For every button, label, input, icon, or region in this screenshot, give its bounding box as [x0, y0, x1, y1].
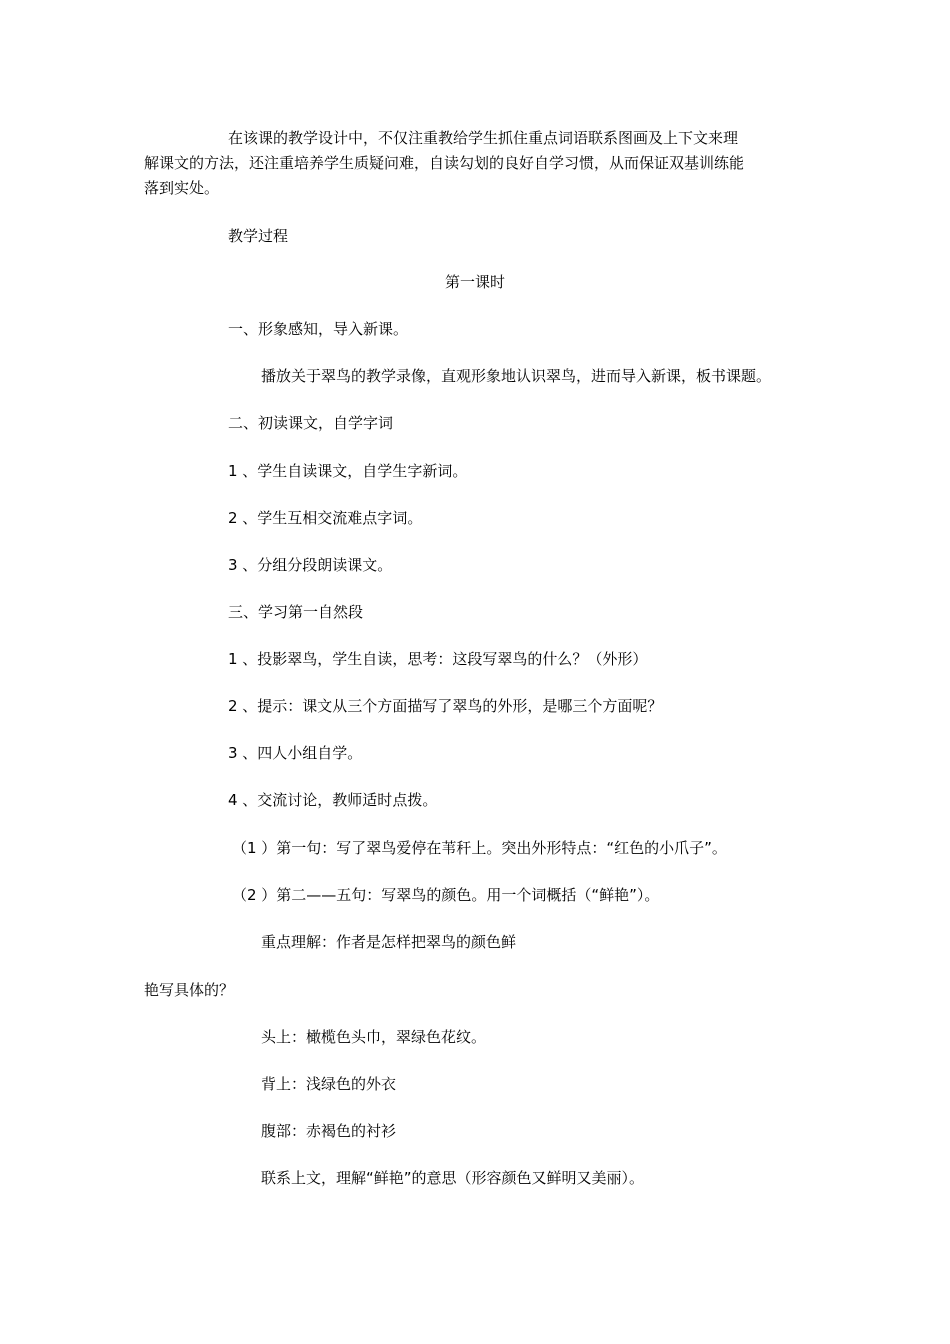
section-1-text: 播放关于翠鸟的教学录像，直观形象地认识翠鸟，进而导入新课，板书课题。 [261, 367, 772, 385]
head-description: 头上：橄榄色头巾，翠绿色花纹。 [261, 1028, 487, 1046]
sub-point-2: （2 ）第二——五句：写翠鸟的颜色。用一个词概括（“鲜艳”）。 [232, 886, 660, 904]
key-understanding-line-2: 艳写具体的？ [144, 981, 235, 999]
back-description: 背上：浅绿色的外衣 [261, 1075, 397, 1093]
section-2-heading: 二、初读课文，自学字词 [228, 414, 394, 432]
section-3-item-4: 4 、交流讨论，教师适时点拨。 [228, 791, 438, 809]
process-heading: 教学过程 [228, 227, 289, 245]
section-2-item-2: 2 、学生互相交流难点字词。 [228, 509, 423, 527]
section-1-heading: 一、形象感知，导入新课。 [228, 320, 409, 338]
section-3-heading: 三、学习第一自然段 [228, 603, 364, 621]
sub-point-1: （1 ）第一句：写了翠鸟爱停在苇秆上。突出外形特点：“红色的小爪子”。 [232, 839, 727, 857]
section-3-item-3: 3 、四人小组自学。 [228, 744, 363, 762]
section-3-item-2: 2 、提示：课文从三个方面描写了翠鸟的外形，是哪三个方面呢？ [228, 697, 663, 715]
lesson-title: 第一课时 [445, 273, 506, 291]
connect-context-note: 联系上文，理解“鲜艳”的意思（形容颜色又鲜明又美丽）。 [261, 1169, 645, 1187]
section-2-item-3: 3 、分组分段朗读课文。 [228, 556, 393, 574]
section-2-item-1: 1 、学生自读课文，自学生字新词。 [228, 462, 468, 480]
key-understanding-line-1: 重点理解：作者是怎样把翠鸟的颜色鲜 [261, 933, 517, 951]
section-3-item-1: 1 、投影翠鸟，学生自读，思考：这段写翠鸟的什么？（外形） [228, 650, 648, 668]
belly-description: 腹部：赤褐色的衬衫 [261, 1122, 397, 1140]
intro-paragraph-line-2: 解课文的方法，还注重培养学生质疑问难，自读勾划的良好自学习惯，从而保证双基训练能 [144, 154, 745, 172]
intro-paragraph-line-1: 在该课的教学设计中，不仅注重教给学生抓住重点词语联系图画及上下文来理 [228, 129, 739, 147]
intro-paragraph-line-3: 落到实处。 [144, 179, 220, 197]
